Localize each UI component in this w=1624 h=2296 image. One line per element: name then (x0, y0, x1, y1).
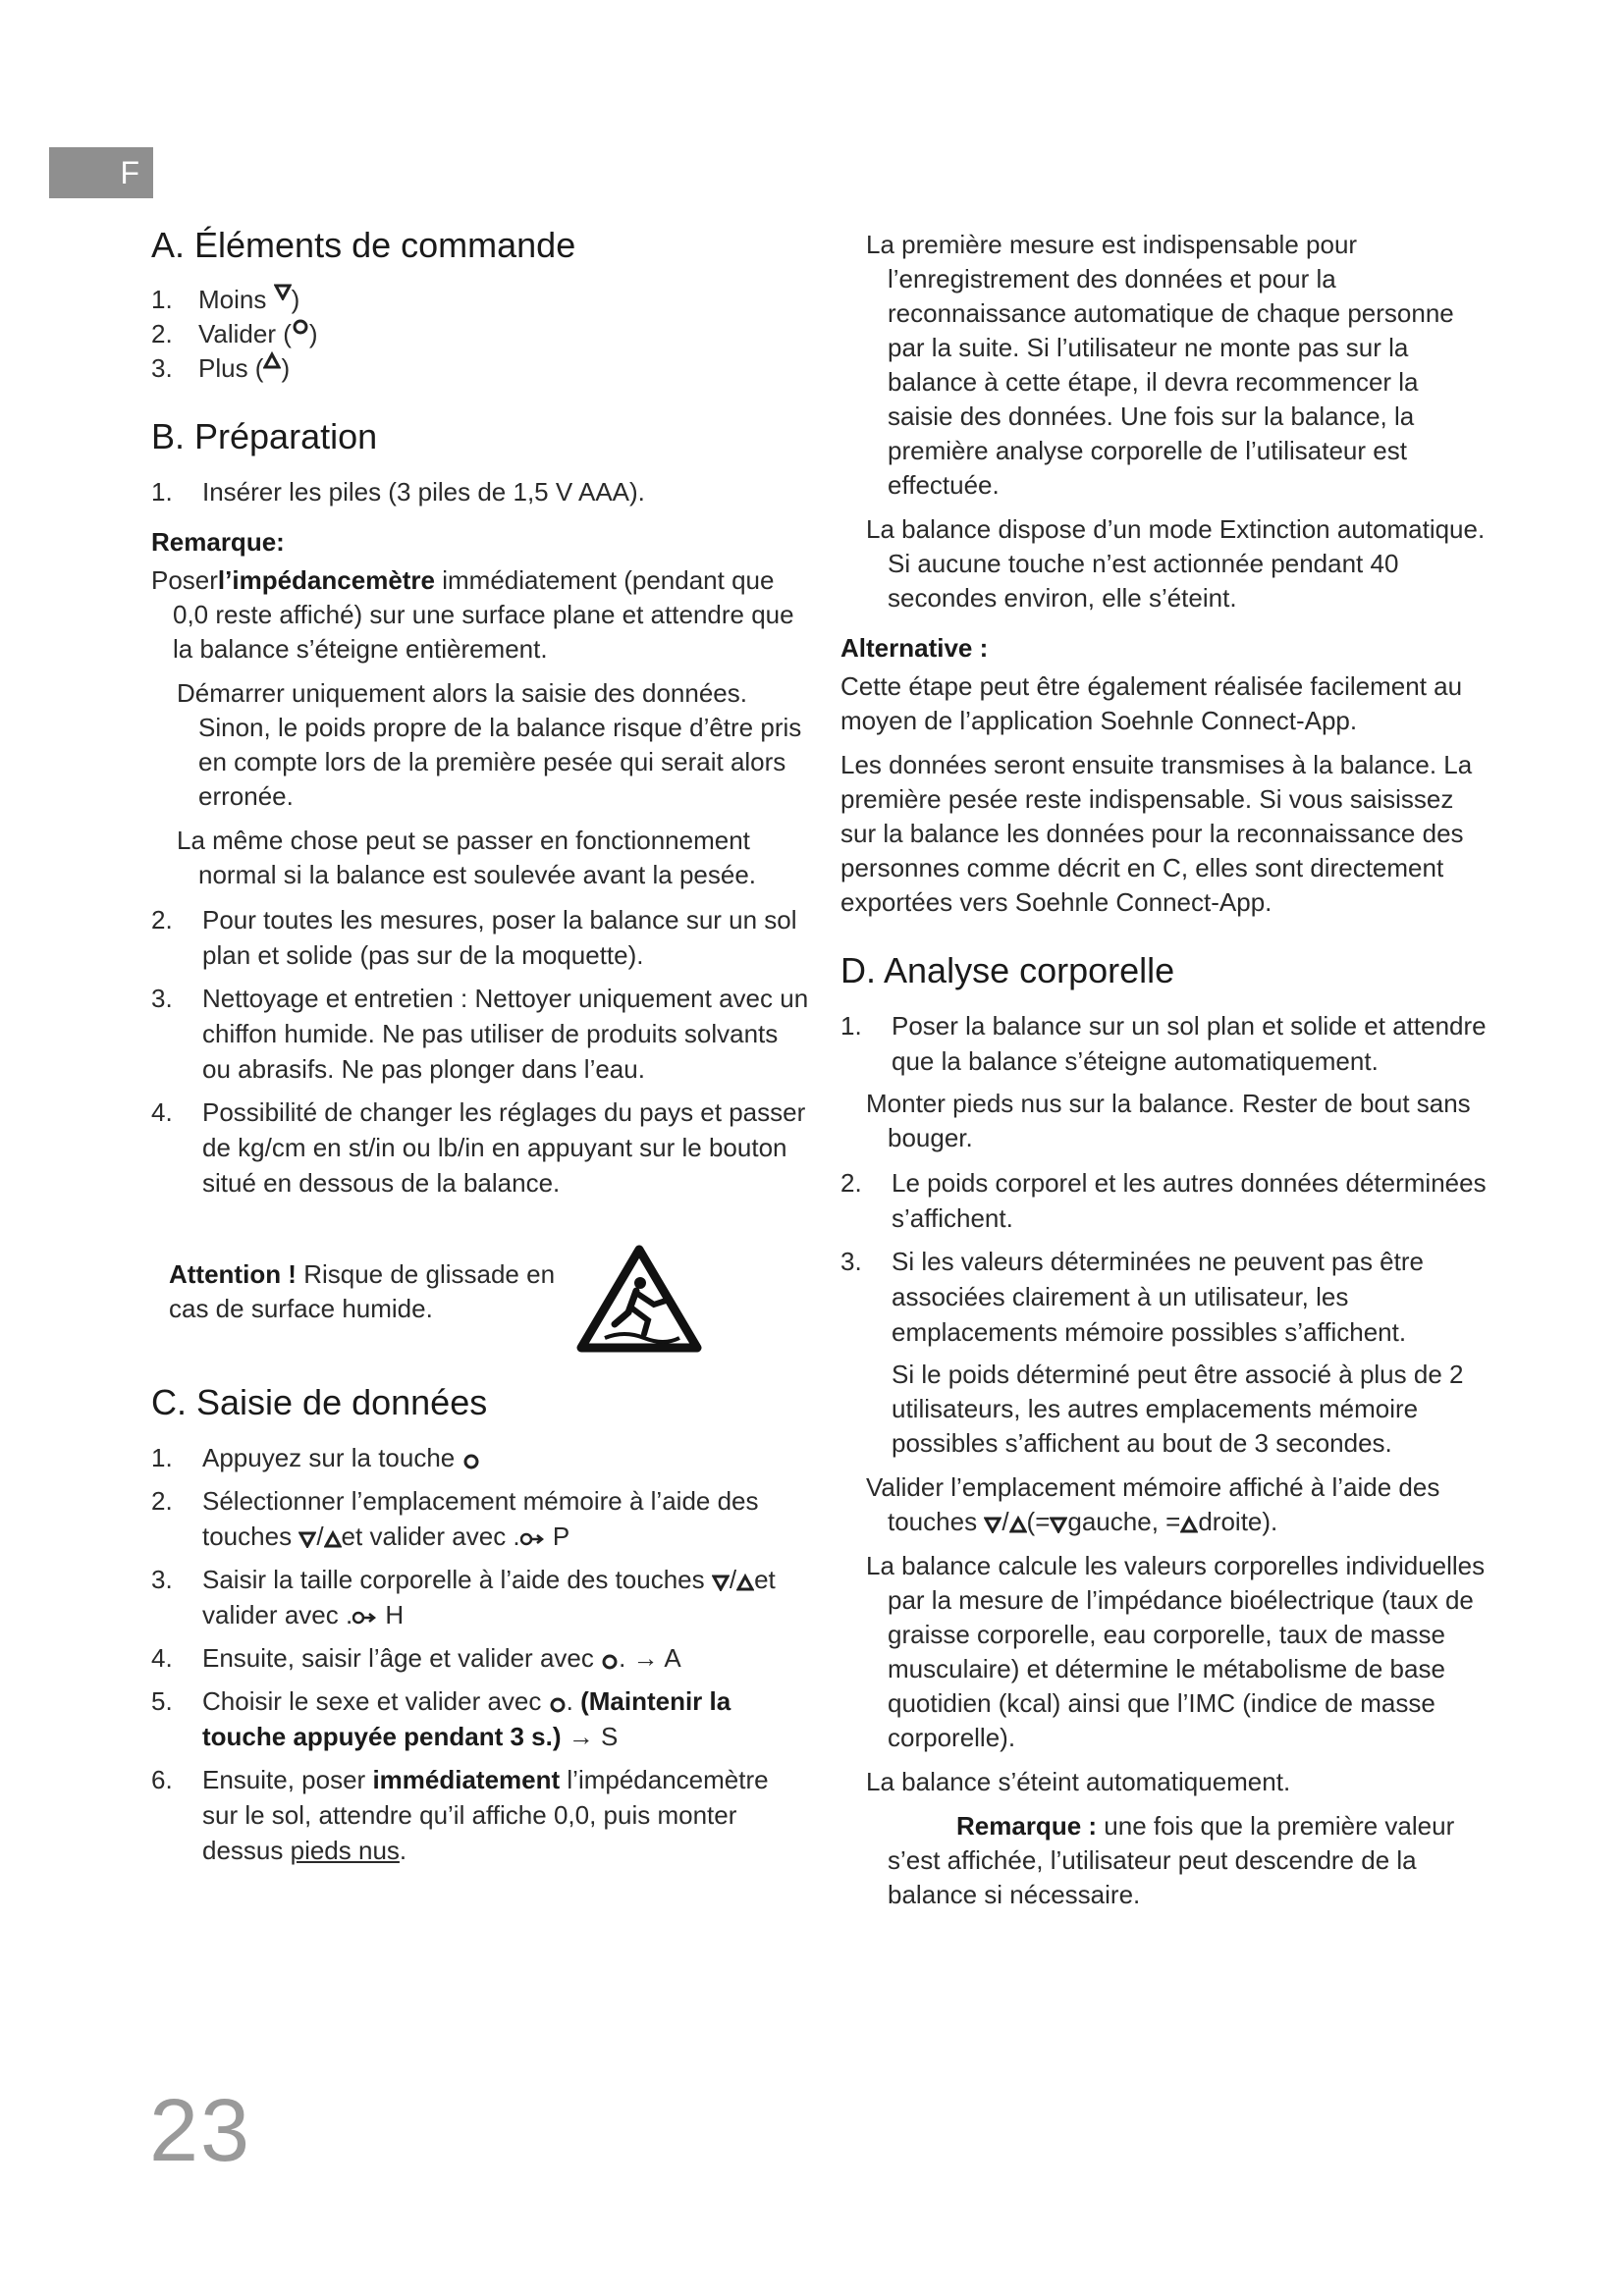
remark-label: Remarque: (151, 527, 285, 557)
list-item (840, 1244, 1489, 1350)
item-text: Insérer les piles (3 piles de 1,5 V AAA). (202, 477, 645, 507)
minus-triangle-down-icon (274, 283, 292, 300)
paragraph: Les données seront ensuite transmises à la balance. La première pesée reste indispensable. Si vous saisissez sur la balance les données pour la reconnaissance des personnes comme décrit en C, elles sont directement exportées vers Soehnle Connect-App. (840, 750, 1473, 917)
attention-text: Attention ! Risque de glissade en cas de surface humide. (169, 1259, 556, 1323)
list-item: 6. Ensuite, poser immédiatement l’impédancemètre sur le sol, attendre qu’il affiche 0,0, puis monter dessus pieds nus. (151, 1762, 809, 1868)
item-number: 2. (840, 1168, 862, 1198)
validate-circle-icon (601, 1652, 619, 1670)
minus-triangle-down-icon (984, 1516, 1001, 1533)
item-number: 1. (840, 1011, 862, 1041)
plus-triangle-up-icon (263, 351, 281, 369)
paragraph: La balance calcule les valeurs corporelles individuelles par la mesure de l’impédance bioélectrique (taux de graisse corporelle, eau corporelle, taux de masse musculaire) et détermine le métabolisme de base quotidien (kcal) ainsi que l’IMC (indice de masse corporelle). (866, 1551, 1486, 1752)
left-column (151, 224, 809, 1876)
minus-triangle-down-icon (298, 1530, 316, 1548)
list-item (151, 902, 809, 973)
remark-paragraph: Poserl’impédancemètre immédiatement (pendant que 0,0 reste affiché) sur une surface plane et attendre que la balance s’éteigne entièrement. (151, 565, 794, 664)
item-number: 1. (151, 1443, 173, 1472)
paragraph: Cette étape peut être également réalisée facilement au moyen de l’application Soehnle Connect-App. (840, 671, 1463, 735)
item-number: 1. (151, 477, 173, 507)
list-item: 5. Choisir le sexe et valider avec . (Maintenir la touche appuyée pendant 3 s.) → S (151, 1683, 809, 1754)
item-number: 3. (151, 1565, 173, 1594)
list-item (151, 474, 809, 509)
section-c-title: C. Saisie de données (151, 1382, 488, 1422)
section-d-title: D. Analyse corporelle (840, 950, 1175, 990)
list-item: 3. Saisir la taille corporelle à l’aide des touches / et valider avec . H (151, 1562, 809, 1632)
paragraph: Si le poids déterminé peut être associé à plus de 2 utilisateurs, les autres emplacements mémoire possibles s’affichent au bout de 3 secondes. (892, 1360, 1464, 1458)
item-text: Pour toutes les mesures, poser la balance sur un sol plan et solide (pas sur de la moquette). (202, 905, 797, 970)
list-item (151, 1095, 809, 1201)
language-tab: F (49, 147, 153, 198)
page-number: 23 (149, 2082, 252, 2180)
list-item: 2. Sélectionner l’emplacement mémoire à l’aide des touches / et valider avec . P (151, 1483, 809, 1554)
alternative-label: Alternative : (840, 633, 989, 663)
paragraph: La balance dispose d’un mode Extinction automatique. Si aucune touche n’est actionnée pendant 40 secondes environ, elle s’éteint. (866, 514, 1486, 613)
section-b-title: B. Préparation (151, 416, 378, 456)
item-number: 2. (151, 319, 173, 348)
list-item (840, 1008, 1489, 1079)
paragraph: Monter pieds nus sur la balance. Rester de bout sans bouger. (866, 1089, 1471, 1152)
list-item: 1. Moins ) (151, 283, 809, 317)
item-number: 1. (151, 285, 173, 314)
item-number: 3. (151, 984, 173, 1013)
paragraph: Valider l’emplacement mémoire affiché à l’aide des touches / (= gauche, = droite). (866, 1472, 1440, 1536)
item-text: Si les valeurs déterminées ne peuvent pas être associées clairement à un utilisateur, les emplacements mémoire possibles s’affichent. (892, 1247, 1424, 1347)
item-text: Possibilité de changer les réglages du pays et passer de kg/cm en st/in ou lb/in en appuyant sur le bouton situé en dessous de la balance. (202, 1097, 806, 1198)
right-column (840, 228, 1489, 1922)
validate-circle-icon (549, 1695, 567, 1713)
remark-paragraph: Démarrer uniquement alors la saisie des données. Sinon, le poids propre de la balance risque d’être pris en compte lors de la première pesée qui serait alors erronée. (177, 678, 802, 811)
item-number: 3. (840, 1247, 862, 1276)
item-number: 5. (151, 1686, 173, 1716)
remark-paragraph: Remarque : une fois que la première valeur s’est affichée, l’utilisateur peut descendre de la balance si nécessaire. (888, 1811, 1455, 1909)
list-item: 3. Plus ( ) (151, 351, 809, 386)
item-text: Le poids corporel et les autres données déterminées s’affichent. (892, 1168, 1487, 1233)
plus-triangle-up-icon (1180, 1516, 1198, 1533)
item-number: 2. (151, 905, 173, 934)
minus-triangle-down-icon (1050, 1516, 1067, 1533)
list-item: 1. Appuyez sur la touche (151, 1440, 809, 1475)
minus-triangle-down-icon (712, 1574, 730, 1591)
plus-triangle-up-icon (324, 1530, 342, 1548)
section-a-title: A. Éléments de commande (151, 225, 576, 265)
list-item: 4. Ensuite, saisir l’âge et valider avec . → A (151, 1640, 809, 1676)
remark-paragraph: La même chose peut se passer en fonctionnement normal si la balance est soulevée avant la pesée. (177, 826, 757, 889)
item-text: Valider (198, 319, 277, 348)
plus-triangle-up-icon (1009, 1516, 1027, 1533)
validate-circle-icon (462, 1452, 480, 1469)
plus-triangle-up-icon (736, 1574, 754, 1591)
item-number: 6. (151, 1765, 173, 1794)
item-text: Moins (198, 285, 267, 314)
item-text: Plus (198, 353, 248, 383)
paragraph: La balance s’éteint automatiquement. (866, 1767, 1291, 1796)
controls-list (151, 283, 809, 386)
list-item (151, 981, 809, 1087)
paragraph: La première mesure est indispensable pour l’enregistrement des données et pour la reconnaissance automatique de chaque personne par la suite. Si l’utilisateur ne monte pas sur la balance à cette étape, il devra recommencer la saisie des données. Une fois sur la balance, la première analyse corporelle de l’utilisateur est effectuée. (866, 230, 1454, 500)
arrow-right-icon (520, 1530, 546, 1548)
item-number: 4. (151, 1097, 173, 1127)
arrow-right-icon (352, 1609, 378, 1627)
item-text: Poser la balance sur un sol plan et solide et attendre que la balance s’éteigne automatiquement. (892, 1011, 1487, 1076)
list-item: 2. Valider ( ) (151, 317, 809, 351)
item-text: Nettoyage et entretien : Nettoyer uniquement avec un chiffon humide. Ne pas utiliser de produits solvants ou abrasifs. Ne pas plonger dans l’eau. (202, 984, 809, 1084)
item-number: 2. (151, 1486, 173, 1516)
attention-box (151, 1244, 809, 1352)
item-number: 4. (151, 1643, 173, 1673)
slippery-floor-warning-icon (575, 1244, 703, 1354)
validate-circle-icon (292, 317, 309, 335)
list-item (840, 1165, 1489, 1236)
item-number: 3. (151, 353, 173, 383)
